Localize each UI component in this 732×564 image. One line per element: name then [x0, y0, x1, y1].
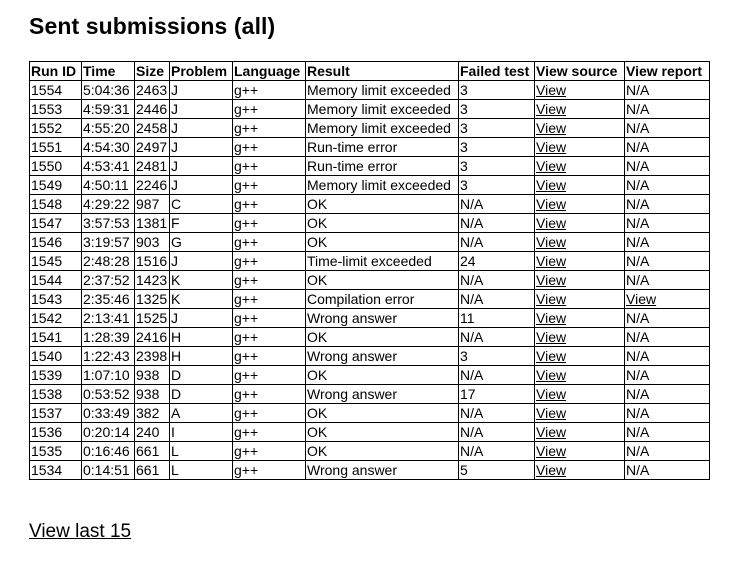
cell-view-source [535, 214, 625, 233]
cell-time: 1:07:10 [82, 366, 135, 385]
cell-run-id: 1550 [30, 157, 82, 176]
cell-view-source [535, 404, 625, 423]
cell-failed-test: 3 [459, 100, 535, 119]
cell-view-report: N/A [625, 176, 710, 195]
cell-result: Memory limit exceeded [306, 81, 459, 100]
table-row [30, 100, 710, 119]
cell-language: g++ [233, 309, 306, 328]
cell-problem: J [170, 100, 233, 119]
cell-problem: H [170, 347, 233, 366]
cell-run-id: 1549 [30, 176, 82, 195]
table-row [30, 366, 710, 385]
view-source-link[interactable]: View [536, 329, 567, 345]
cell-result: Run-time error [306, 138, 459, 157]
cell-view-source [535, 138, 625, 157]
cell-size: 661 [135, 461, 170, 480]
cell-view-report: N/A [625, 442, 710, 461]
table-row [30, 271, 710, 290]
cell-run-id: 1540 [30, 347, 82, 366]
cell-problem: C [170, 195, 233, 214]
cell-view-report: N/A [625, 119, 710, 138]
cell-view-source [535, 233, 625, 252]
table-row [30, 119, 710, 138]
cell-size: 2416 [135, 328, 170, 347]
cell-failed-test: 5 [459, 461, 535, 480]
cell-run-id: 1546 [30, 233, 82, 252]
cell-view-report: N/A [625, 81, 710, 100]
cell-view-report: N/A [625, 461, 710, 480]
table-row [30, 461, 710, 480]
cell-time: 3:57:53 [82, 214, 135, 233]
view-report-link[interactable]: View [626, 291, 657, 307]
cell-language: g++ [233, 423, 306, 442]
cell-size: 2446 [135, 100, 170, 119]
cell-failed-test: N/A [459, 423, 535, 442]
cell-time: 2:37:52 [82, 271, 135, 290]
cell-view-report: N/A [625, 404, 710, 423]
cell-language: g++ [233, 461, 306, 480]
cell-time: 3:19:57 [82, 233, 135, 252]
table-row [30, 423, 710, 442]
view-source-link[interactable]: View [536, 424, 567, 440]
table-row [30, 347, 710, 366]
view-source-link[interactable]: View [536, 405, 567, 421]
cell-run-id: 1545 [30, 252, 82, 271]
cell-time: 4:50:11 [82, 176, 135, 195]
cell-result: OK [306, 214, 459, 233]
cell-run-id: 1542 [30, 309, 82, 328]
cell-size: 1423 [135, 271, 170, 290]
cell-language: g++ [233, 233, 306, 252]
cell-view-report: N/A [625, 252, 710, 271]
cell-problem: J [170, 309, 233, 328]
cell-view-report: N/A [625, 366, 710, 385]
cell-problem: D [170, 385, 233, 404]
cell-failed-test: 3 [459, 138, 535, 157]
view-source-link[interactable]: View [536, 177, 567, 193]
table-row [30, 442, 710, 461]
cell-run-id: 1551 [30, 138, 82, 157]
cell-size: 2481 [135, 157, 170, 176]
cell-result: Memory limit exceeded [306, 100, 459, 119]
cell-time: 4:29:22 [82, 195, 135, 214]
cell-result: Wrong answer [306, 461, 459, 480]
cell-view-source [535, 176, 625, 195]
cell-language: g++ [233, 290, 306, 309]
table-row [30, 290, 710, 309]
cell-failed-test: 3 [459, 81, 535, 100]
cell-failed-test: N/A [459, 442, 535, 461]
cell-view-source [535, 366, 625, 385]
cell-size: 938 [135, 366, 170, 385]
cell-language: g++ [233, 214, 306, 233]
cell-problem: G [170, 233, 233, 252]
cell-time: 4:54:30 [82, 138, 135, 157]
cell-view-report: N/A [625, 385, 710, 404]
cell-result: Time-limit exceeded [306, 252, 459, 271]
cell-language: g++ [233, 442, 306, 461]
table-row [30, 233, 710, 252]
cell-run-id: 1548 [30, 195, 82, 214]
cell-time: 0:14:51 [82, 461, 135, 480]
cell-result: OK [306, 442, 459, 461]
submissions-table [29, 61, 710, 480]
view-source-link[interactable]: View [536, 253, 567, 269]
view-source-link[interactable]: View [536, 101, 567, 117]
cell-size: 1381 [135, 214, 170, 233]
cell-size: 938 [135, 385, 170, 404]
cell-time: 0:20:14 [82, 423, 135, 442]
cell-run-id: 1536 [30, 423, 82, 442]
cell-run-id: 1554 [30, 81, 82, 100]
cell-view-source [535, 100, 625, 119]
cell-language: g++ [233, 252, 306, 271]
view-source-link[interactable]: View [536, 367, 567, 383]
cell-view-report: N/A [625, 157, 710, 176]
header-view-source: View source [535, 62, 625, 81]
view-source-link[interactable]: View [536, 158, 567, 174]
table-header-row [30, 62, 710, 81]
cell-result: Wrong answer [306, 385, 459, 404]
cell-failed-test: N/A [459, 271, 535, 290]
header-view-report: View report [625, 62, 710, 81]
cell-view-report: N/A [625, 309, 710, 328]
cell-result: OK [306, 404, 459, 423]
header-time: Time [82, 62, 135, 81]
view-source-link[interactable]: View [536, 215, 567, 231]
cell-language: g++ [233, 366, 306, 385]
cell-size: 903 [135, 233, 170, 252]
table-row [30, 195, 710, 214]
view-last-15-link[interactable]: View last 15 [29, 521, 132, 542]
cell-view-source [535, 461, 625, 480]
view-source-link[interactable]: View [536, 443, 567, 459]
cell-failed-test: 11 [459, 309, 535, 328]
cell-size: 2463 [135, 81, 170, 100]
view-source-link[interactable]: View [536, 348, 567, 364]
cell-problem: L [170, 461, 233, 480]
cell-failed-test: 24 [459, 252, 535, 271]
cell-language: g++ [233, 100, 306, 119]
cell-view-source [535, 309, 625, 328]
cell-view-report: N/A [625, 195, 710, 214]
cell-view-report [625, 290, 710, 309]
table-row [30, 252, 710, 271]
cell-failed-test: N/A [459, 328, 535, 347]
view-source-link[interactable]: View [536, 291, 567, 307]
view-source-link[interactable]: View [536, 310, 567, 326]
cell-view-source [535, 81, 625, 100]
cell-problem: K [170, 290, 233, 309]
cell-view-source [535, 328, 625, 347]
cell-time: 4:53:41 [82, 157, 135, 176]
cell-failed-test: N/A [459, 404, 535, 423]
cell-result: Compilation error [306, 290, 459, 309]
cell-problem: L [170, 442, 233, 461]
cell-time: 2:13:41 [82, 309, 135, 328]
cell-view-report: N/A [625, 100, 710, 119]
cell-run-id: 1553 [30, 100, 82, 119]
cell-problem: D [170, 366, 233, 385]
cell-size: 240 [135, 423, 170, 442]
cell-failed-test: N/A [459, 214, 535, 233]
cell-size: 1525 [135, 309, 170, 328]
cell-run-id: 1547 [30, 214, 82, 233]
cell-view-report: N/A [625, 214, 710, 233]
cell-result: OK [306, 271, 459, 290]
view-source-link[interactable]: View [536, 120, 567, 136]
cell-size: 2458 [135, 119, 170, 138]
cell-problem: J [170, 81, 233, 100]
view-source-link[interactable]: View [536, 196, 567, 212]
cell-view-source [535, 347, 625, 366]
cell-problem: K [170, 271, 233, 290]
cell-run-id: 1535 [30, 442, 82, 461]
cell-size: 382 [135, 404, 170, 423]
cell-view-source [535, 271, 625, 290]
cell-language: g++ [233, 176, 306, 195]
cell-language: g++ [233, 271, 306, 290]
cell-view-report: N/A [625, 423, 710, 442]
table-row [30, 157, 710, 176]
cell-view-source [535, 442, 625, 461]
cell-language: g++ [233, 81, 306, 100]
cell-time: 2:35:46 [82, 290, 135, 309]
cell-view-report: N/A [625, 138, 710, 157]
cell-view-source [535, 119, 625, 138]
cell-size: 987 [135, 195, 170, 214]
cell-problem: I [170, 423, 233, 442]
table-row [30, 328, 710, 347]
view-source-link[interactable]: View [536, 234, 567, 250]
cell-time: 0:16:46 [82, 442, 135, 461]
view-source-link[interactable]: View [536, 462, 567, 478]
cell-view-source [535, 290, 625, 309]
cell-run-id: 1537 [30, 404, 82, 423]
cell-problem: J [170, 157, 233, 176]
cell-result: Run-time error [306, 157, 459, 176]
cell-run-id: 1539 [30, 366, 82, 385]
cell-problem: A [170, 404, 233, 423]
cell-time: 1:22:43 [82, 347, 135, 366]
cell-result: OK [306, 423, 459, 442]
cell-problem: J [170, 119, 233, 138]
cell-size: 661 [135, 442, 170, 461]
cell-result: OK [306, 328, 459, 347]
cell-size: 2246 [135, 176, 170, 195]
cell-language: g++ [233, 404, 306, 423]
cell-result: Memory limit exceeded [306, 119, 459, 138]
table-row [30, 385, 710, 404]
cell-view-source [535, 385, 625, 404]
cell-result: OK [306, 195, 459, 214]
header-run-id: Run ID [30, 62, 82, 81]
cell-language: g++ [233, 157, 306, 176]
header-failed-test: Failed test [459, 62, 535, 81]
cell-result: Memory limit exceeded [306, 176, 459, 195]
header-problem: Problem [170, 62, 233, 81]
table-row [30, 176, 710, 195]
cell-time: 0:53:52 [82, 385, 135, 404]
cell-size: 2497 [135, 138, 170, 157]
cell-language: g++ [233, 119, 306, 138]
cell-view-source [535, 423, 625, 442]
cell-failed-test: 3 [459, 347, 535, 366]
cell-size: 1325 [135, 290, 170, 309]
table-row [30, 404, 710, 423]
cell-failed-test: 3 [459, 176, 535, 195]
cell-result: Wrong answer [306, 309, 459, 328]
cell-language: g++ [233, 138, 306, 157]
cell-run-id: 1552 [30, 119, 82, 138]
cell-problem: F [170, 214, 233, 233]
cell-language: g++ [233, 195, 306, 214]
table-row [30, 214, 710, 233]
cell-run-id: 1541 [30, 328, 82, 347]
cell-time: 4:59:31 [82, 100, 135, 119]
cell-view-source [535, 157, 625, 176]
cell-view-report: N/A [625, 328, 710, 347]
cell-time: 0:33:49 [82, 404, 135, 423]
cell-run-id: 1538 [30, 385, 82, 404]
cell-size: 1516 [135, 252, 170, 271]
submissions-table-body [30, 81, 710, 480]
cell-failed-test: 3 [459, 157, 535, 176]
cell-view-report: N/A [625, 347, 710, 366]
cell-view-report: N/A [625, 233, 710, 252]
cell-result: OK [306, 366, 459, 385]
cell-result: Wrong answer [306, 347, 459, 366]
table-row [30, 138, 710, 157]
table-row [30, 81, 710, 100]
cell-language: g++ [233, 328, 306, 347]
cell-size: 2398 [135, 347, 170, 366]
cell-result: OK [306, 233, 459, 252]
cell-time: 5:04:36 [82, 81, 135, 100]
cell-problem: J [170, 252, 233, 271]
cell-run-id: 1534 [30, 461, 82, 480]
cell-view-source [535, 252, 625, 271]
cell-failed-test: 3 [459, 119, 535, 138]
view-source-link[interactable]: View [536, 272, 567, 288]
cell-view-source [535, 195, 625, 214]
cell-time: 2:48:28 [82, 252, 135, 271]
header-result: Result [306, 62, 459, 81]
header-language: Language [233, 62, 306, 81]
cell-failed-test: 17 [459, 385, 535, 404]
header-size: Size [135, 62, 170, 81]
cell-problem: H [170, 328, 233, 347]
view-source-link[interactable]: View [536, 139, 567, 155]
cell-problem: J [170, 138, 233, 157]
page-title: Sent submissions (all) [29, 13, 276, 39]
cell-failed-test: N/A [459, 195, 535, 214]
cell-time: 1:28:39 [82, 328, 135, 347]
cell-view-report: N/A [625, 271, 710, 290]
table-row [30, 309, 710, 328]
cell-time: 4:55:20 [82, 119, 135, 138]
view-source-link[interactable]: View [536, 82, 567, 98]
view-source-link[interactable]: View [536, 386, 567, 402]
cell-failed-test: N/A [459, 233, 535, 252]
cell-run-id: 1544 [30, 271, 82, 290]
cell-run-id: 1543 [30, 290, 82, 309]
cell-failed-test: N/A [459, 290, 535, 309]
cell-language: g++ [233, 347, 306, 366]
cell-language: g++ [233, 385, 306, 404]
cell-problem: J [170, 176, 233, 195]
cell-failed-test: N/A [459, 366, 535, 385]
